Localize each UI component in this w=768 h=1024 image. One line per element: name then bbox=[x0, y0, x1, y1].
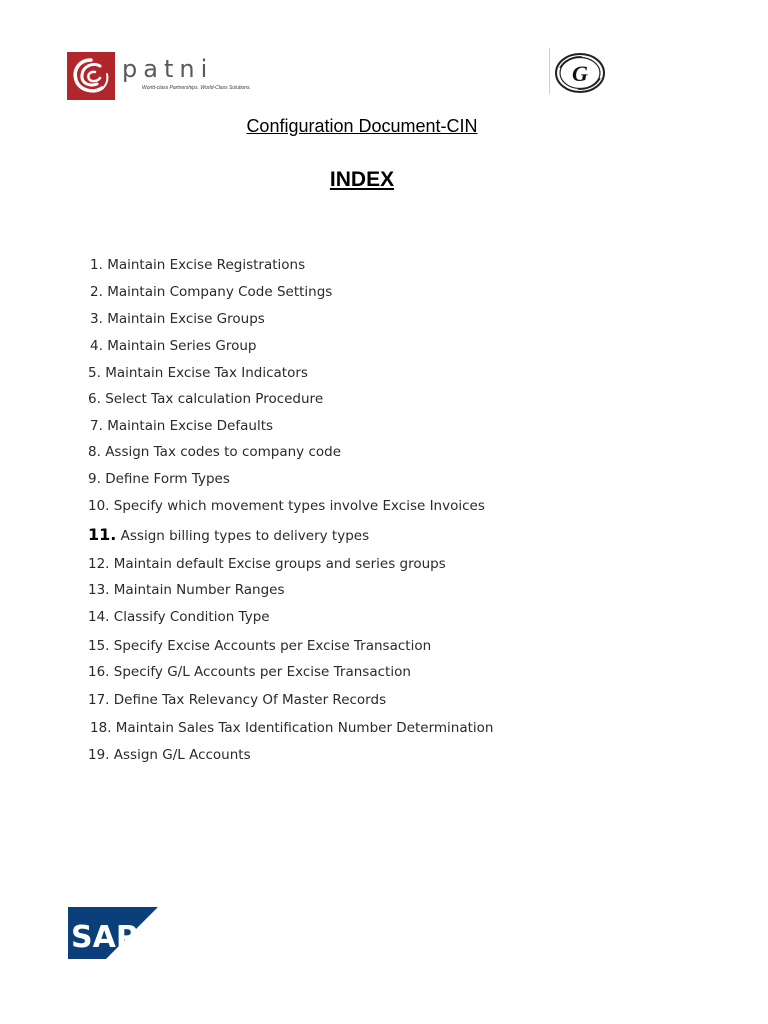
index-item-text: Assign Tax codes to company code bbox=[105, 444, 342, 460]
index-item-text: Assign G/L Accounts bbox=[113, 747, 251, 763]
index-item-number: 10. bbox=[88, 498, 110, 514]
index-item-number: 6. bbox=[88, 391, 101, 407]
index-item bbox=[88, 444, 341, 460]
index-item bbox=[90, 311, 265, 327]
index-item bbox=[88, 747, 251, 763]
index-item bbox=[88, 609, 270, 625]
svg-text:G: G bbox=[572, 61, 588, 86]
index-item-number: 1. bbox=[90, 257, 103, 273]
index-item-text: Maintain Excise Groups bbox=[107, 311, 265, 327]
index-item-text: Select Tax calculation Procedure bbox=[105, 391, 324, 407]
index-item bbox=[88, 391, 323, 407]
index-item-text: Maintain Sales Tax Identification Number Determination bbox=[115, 720, 494, 736]
index-item-number: 12. bbox=[88, 556, 110, 572]
index-item bbox=[90, 338, 257, 354]
index-item-number: 14. bbox=[88, 609, 110, 625]
index-item-number: 2. bbox=[90, 284, 103, 300]
index-item-text: Maintain Excise Tax Indicators bbox=[105, 365, 308, 381]
index-item-number: 15. bbox=[88, 638, 110, 654]
index-item bbox=[88, 498, 485, 514]
patni-wordmark: patni bbox=[122, 55, 214, 83]
index-item-text: Maintain Series Group bbox=[107, 338, 257, 354]
index-item bbox=[88, 471, 230, 487]
index-heading: INDEX bbox=[329, 168, 395, 191]
index-item-number: 11. bbox=[88, 525, 117, 544]
sap-logo bbox=[68, 907, 158, 959]
index-item-number: 5. bbox=[88, 365, 101, 381]
index-item bbox=[90, 418, 273, 434]
index-item-number: 9. bbox=[88, 471, 101, 487]
index-item bbox=[88, 556, 446, 572]
index-item-text: Maintain default Excise groups and series groups bbox=[113, 556, 446, 572]
index-item-text: Specify G/L Accounts per Excise Transaction bbox=[113, 664, 411, 680]
index-item-text: Maintain Excise Defaults bbox=[107, 418, 274, 434]
index-item-number: 16. bbox=[88, 664, 110, 680]
index-item-text: Specify which movement types involve Excise Invoices bbox=[113, 498, 485, 514]
index-item bbox=[88, 582, 285, 598]
index-item bbox=[90, 284, 332, 300]
index-item-text: Assign billing types to delivery types bbox=[120, 528, 370, 544]
index-item-text: Define Form Types bbox=[105, 471, 230, 487]
index-item-number: 13. bbox=[88, 582, 110, 598]
index-item-text: Define Tax Relevancy Of Master Records bbox=[113, 692, 387, 708]
index-item-number: 4. bbox=[90, 338, 103, 354]
index-item-number: 7. bbox=[90, 418, 103, 434]
svg-text:SAP: SAP bbox=[71, 920, 138, 955]
index-item-text: Maintain Excise Registrations bbox=[107, 257, 306, 273]
index-item bbox=[90, 257, 305, 273]
index-item bbox=[88, 527, 369, 544]
index-item-text: Specify Excise Accounts per Excise Transaction bbox=[113, 638, 432, 654]
index-item-number: 3. bbox=[90, 311, 103, 327]
index-item bbox=[88, 692, 386, 708]
index-item-text: Maintain Company Code Settings bbox=[107, 284, 333, 300]
index-item-number: 17. bbox=[88, 692, 110, 708]
document-title: Configuration Document-CIN bbox=[246, 116, 478, 136]
index-item bbox=[88, 664, 411, 680]
index-item-text: Maintain Number Ranges bbox=[113, 582, 285, 598]
index-item-number: 18. bbox=[90, 720, 112, 736]
index-item-number: 19. bbox=[88, 747, 110, 763]
index-item bbox=[88, 365, 308, 381]
index-item bbox=[90, 720, 494, 736]
patni-tagline: World-class Partnerships. World-Class Solutions. bbox=[142, 85, 251, 91]
index-item bbox=[88, 638, 431, 654]
index-item-number: 8. bbox=[88, 444, 101, 460]
index-item-text: Classify Condition Type bbox=[113, 609, 270, 625]
